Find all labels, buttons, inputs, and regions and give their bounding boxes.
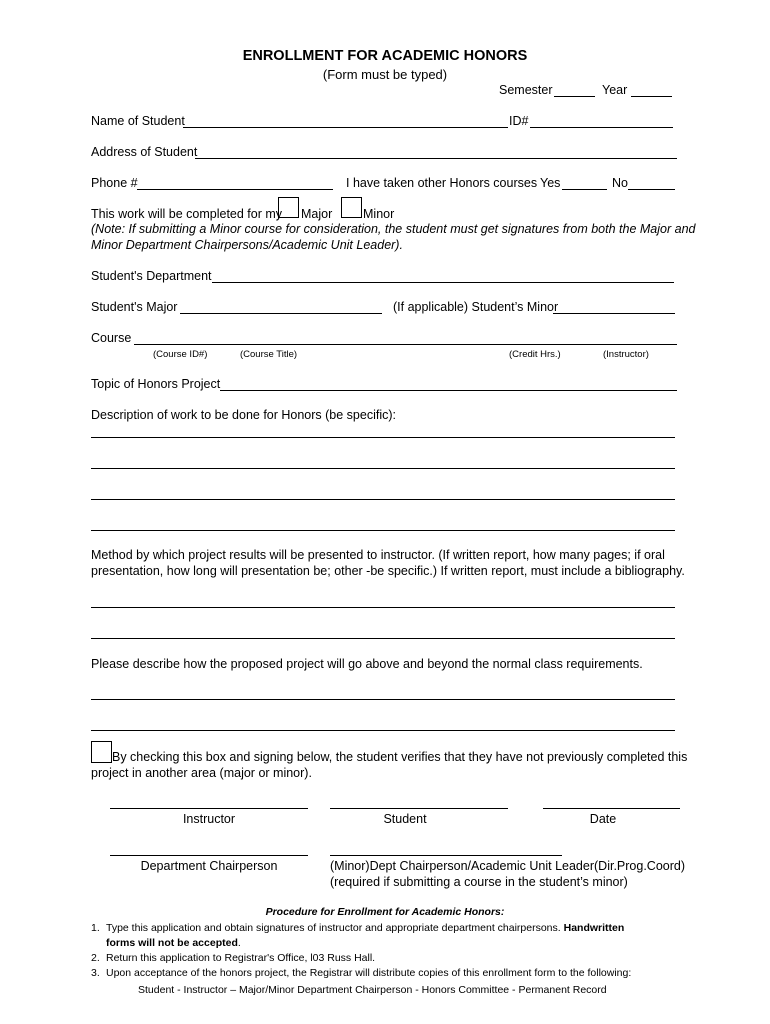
procedure-heading: Procedure for Enrollment for Academic Honors: — [265, 906, 505, 918]
procedure-item1-text: Type this application and obtain signatures of instructor and appropriate department chairpersons. — [106, 922, 561, 934]
student-name-label: Name of Student — [91, 114, 185, 128]
major-checkbox[interactable] — [278, 197, 299, 218]
no-field[interactable] — [628, 189, 675, 190]
instructor-sublabel: (Instructor) — [603, 349, 649, 360]
phone-field[interactable] — [137, 189, 333, 190]
method-label-line1: Method by which project results will be presented to instructor. (If written report, how many pages; if oral — [91, 548, 665, 562]
method-label-line2: presentation, how long will presentation be; other -be specific.) If written report, must include a bibliography. — [91, 564, 685, 578]
no-label: No — [612, 176, 628, 190]
chairperson-signature-line[interactable] — [110, 855, 308, 856]
method-line[interactable] — [91, 607, 675, 608]
instructor-signature-line[interactable] — [110, 808, 308, 809]
credit-hours-sublabel: (Credit Hrs.) — [509, 349, 561, 360]
procedure-item1-cont — [106, 937, 241, 950]
student-signature-label: Student — [383, 812, 427, 826]
method-line[interactable] — [91, 638, 675, 639]
beyond-label: Please describe how the proposed project will go above and beyond the normal class requirements. — [91, 657, 643, 671]
yes-label: Yes — [540, 176, 561, 190]
student-name-field[interactable] — [183, 127, 508, 128]
description-label: Description of work to be done for Honors (be specific): — [91, 408, 396, 422]
description-line[interactable] — [91, 468, 675, 469]
instructor-signature-label: Instructor — [182, 812, 236, 826]
form-title: ENROLLMENT FOR ACADEMIC HONORS — [242, 48, 528, 64]
yes-field[interactable] — [562, 189, 607, 190]
department-label: Student's Department — [91, 269, 212, 283]
course-label: Course — [91, 331, 132, 345]
department-field[interactable] — [212, 282, 674, 283]
chairperson-signature-label: Department Chairperson — [140, 859, 278, 873]
procedure-item1-number: 1. — [91, 922, 100, 934]
procedure-item1-end: . — [237, 937, 241, 949]
minor-chair-signature-line[interactable] — [330, 855, 562, 856]
procedure-item2-text: Return this application to Registrar's Office, l03 Russ Hall. — [106, 952, 376, 964]
semester-label: Semester — [499, 83, 553, 97]
address-field[interactable] — [195, 158, 677, 159]
student-id-field[interactable] — [530, 127, 673, 128]
minor-chair-label-line2: (required if submitting a course in the student’s minor) — [330, 875, 628, 889]
minor-chair-label-line1: (Minor)Dept Chairperson/Academic Unit Leader(Dir.Prog.Coord) — [330, 859, 685, 873]
procedure-item1-bold-a: Handwritten — [563, 922, 625, 934]
course-field[interactable] — [134, 344, 677, 345]
completion-label: This work will be completed for my — [91, 207, 283, 221]
course-id-sublabel: (Course ID#) — [153, 349, 208, 360]
minor-field-label: (If applicable) Student’s Minor — [393, 300, 559, 314]
topic-field[interactable] — [220, 390, 677, 391]
major-label: Major — [301, 207, 333, 221]
other-courses-label: I have taken other Honors courses — [346, 176, 538, 190]
major-field-label: Student's Major — [91, 300, 178, 314]
verify-checkbox[interactable] — [91, 741, 112, 763]
semester-field[interactable] — [554, 96, 595, 97]
minor-note-line1: (Note: If submitting a Minor course for consideration, the student must get signatures from both the Major and — [91, 222, 696, 236]
procedure-item3-list: Student - Instructor – Major/Minor Department Chairperson - Honors Committee - Permanent Record — [138, 984, 607, 996]
year-label: Year — [602, 83, 628, 97]
form-subtitle: (Form must be typed) — [322, 67, 448, 82]
description-line[interactable] — [91, 499, 675, 500]
date-signature-line[interactable] — [543, 808, 680, 809]
student-id-label: ID# — [509, 114, 529, 128]
minor-checkbox[interactable] — [341, 197, 362, 218]
major-field[interactable] — [180, 313, 382, 314]
student-signature-line[interactable] — [330, 808, 508, 809]
procedure-item3-number: 3. — [91, 967, 100, 979]
address-label: Address of Student — [91, 145, 198, 159]
verify-text-line1: By checking this box and signing below, the student verifies that they have not previously completed this — [112, 750, 688, 764]
description-line[interactable] — [91, 437, 675, 438]
procedure-item1-bold-b: forms will not be accepted — [106, 937, 238, 949]
phone-label: Phone # — [91, 176, 138, 190]
minor-field[interactable] — [553, 313, 675, 314]
verify-text-line2: project in another area (major or minor). — [91, 766, 312, 780]
procedure-item3-text: Upon acceptance of the honors project, the Registrar will distribute copies of this enrollment form to the following: — [106, 967, 632, 979]
course-title-sublabel: (Course Title) — [240, 349, 298, 360]
year-field[interactable] — [631, 96, 672, 97]
beyond-line[interactable] — [91, 699, 675, 700]
procedure-item1 — [106, 922, 624, 935]
minor-note-line2: Minor Department Chairpersons/Academic Unit Leader). — [91, 238, 403, 252]
topic-label: Topic of Honors Project — [91, 377, 221, 391]
date-signature-label: Date — [589, 812, 617, 826]
minor-label: Minor — [363, 207, 395, 221]
procedure-item2-number: 2. — [91, 952, 100, 964]
description-line[interactable] — [91, 530, 675, 531]
beyond-line[interactable] — [91, 730, 675, 731]
